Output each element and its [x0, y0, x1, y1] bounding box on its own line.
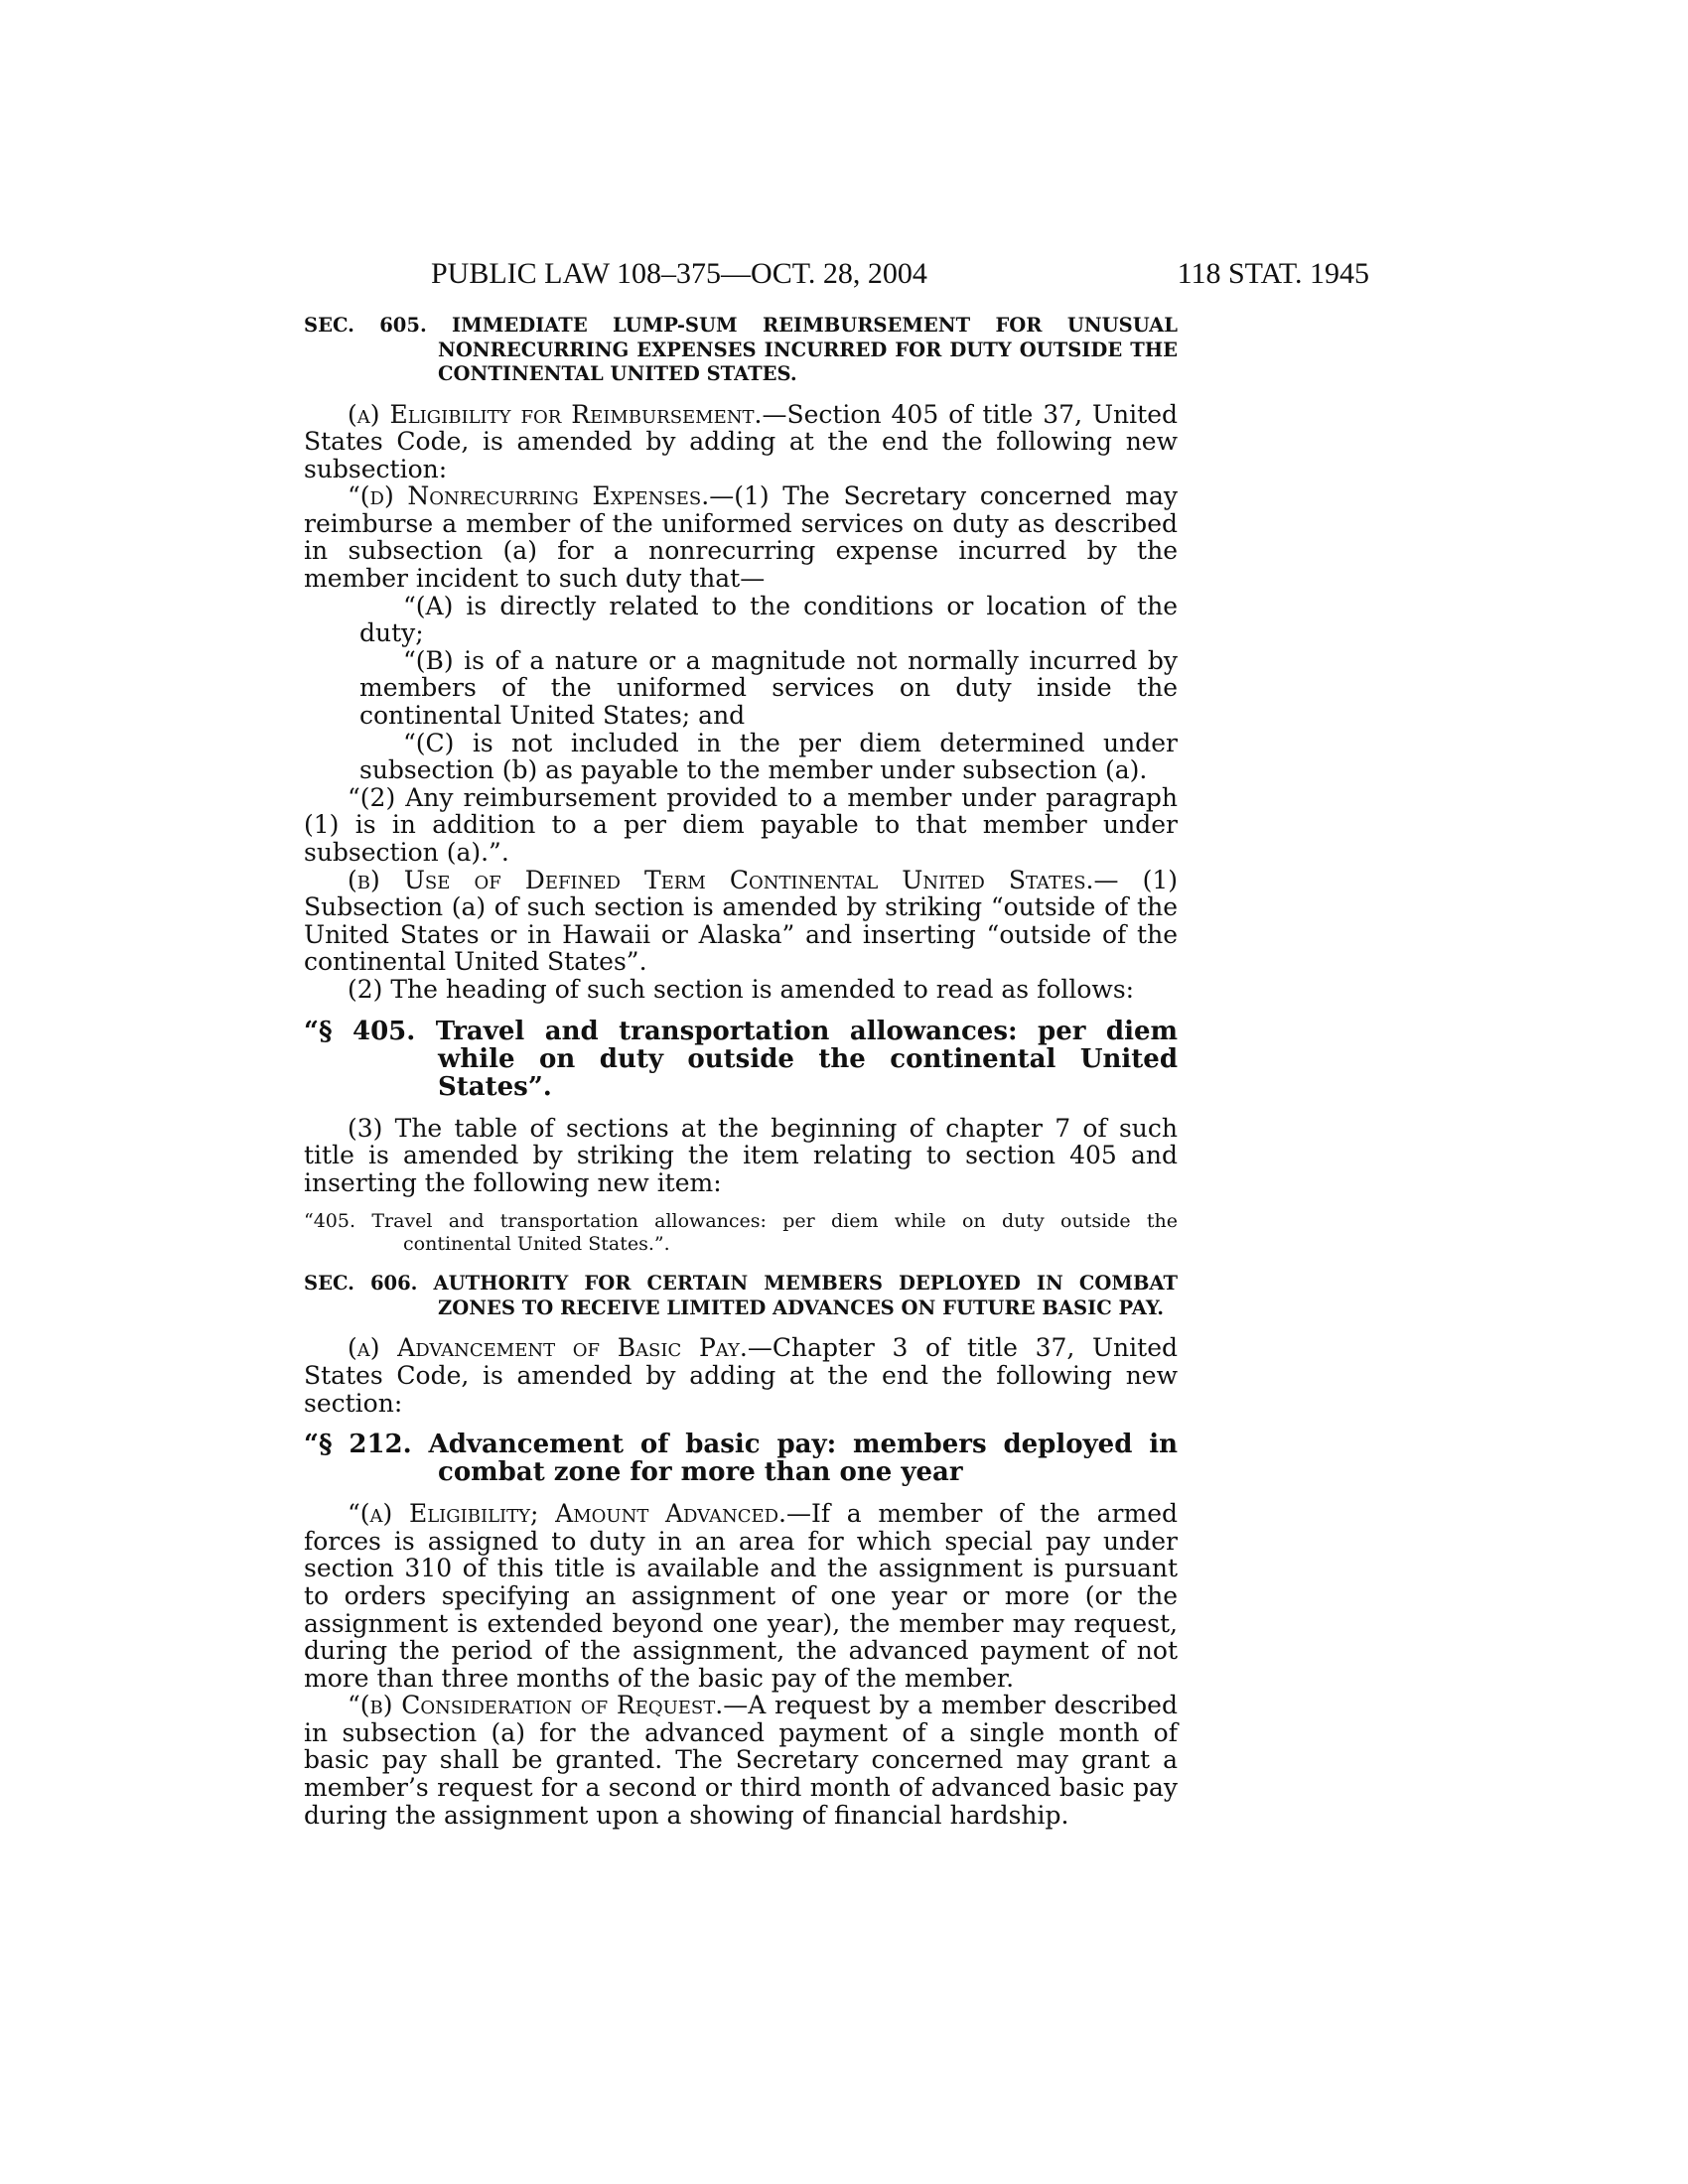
- section-212-title: “§ 212. Advancement of basic pay: members deployed in combat zone for more than one year: [304, 1430, 1178, 1488]
- sec212-a-text: —If a member of the armed forces is assigned to duty in an area for which special pay under section 310 of this title is available and the assignment is pursuant to orders specifying an assignment of one year or more (or the assignment is extended beyond one year), the member may request, during the period of the assignment, the advanced payment of not more than three months of the basic pay of the member.: [304, 1499, 1178, 1693]
- sec605-b-paragraph-3: (3) The table of sections at the beginning of chapter 7 of such title is amended by striking the item relating to section 405 and inserting the following new item:: [304, 1113, 1178, 1197]
- sec605-d-clause-C: “(C) is not included in the per diem determined under subsection (b) as payable to the member under subsection (a).: [359, 728, 1178, 785]
- sec212-subsection-a: [304, 1500, 1178, 1692]
- sec212-b-text: —A request by a member described in subsection (a) for the advanced payment of a single month of basic pay shall be granted. The Secretary concerned may grant a member’s request for a second or third month of advanced basic pay during the assignment upon a showing of financial hardship.: [304, 1691, 1178, 1830]
- page-body: [304, 314, 1178, 1829]
- sec606-a-text: —Chapter 3 of title 37, United States Code, is amended by adding at the end the following new section:: [304, 1333, 1178, 1418]
- sec212-b-caption: “(b) Consideration of Request.: [348, 1691, 724, 1720]
- table-of-sections-item: “405. Travel and transportation allowances: per diem while on duty outside the continental United States.”.: [304, 1210, 1178, 1256]
- sec605-b-caption: (b) Use of Defined Term Continental United States.: [348, 865, 1094, 894]
- sec605-b-text: — (1) Subsection (a) of such section is amended by striking “outside of the United States or in Hawaii or Alaska” and inserting “outside of the continental United States”.: [304, 865, 1178, 977]
- sec605-d-paragraph-2: “(2) Any reimbursement provided to a member under paragraph (1) is in addition to a per diem payable to that member under subsection (a).”.: [304, 782, 1178, 867]
- sec606-subsection-a: [304, 1334, 1178, 1417]
- sec605-d-caption: “(d) Nonrecurring Expenses.: [348, 481, 710, 511]
- sec605-a-text: —Section 405 of title 37, United States Code, is amended by adding at the end the following new subsection:: [304, 399, 1178, 483]
- sec212-a-caption: “(a) Eligibility; Amount Advanced.: [348, 1499, 786, 1529]
- sec605-d-clause-B: “(B) is of a nature or a magnitude not normally incurred by members of the uniformed services on duty inside the continental United States; and: [359, 645, 1178, 731]
- sec605-b-paragraph-2: (2) The heading of such section is amended to read as follows:: [348, 974, 1135, 1004]
- page-header: [431, 254, 1369, 294]
- sec606-a-caption: (a) Advancement of Basic Pay.: [348, 1333, 748, 1363]
- sec605-a-caption: (a) Eligibility for Reimbursement.: [348, 399, 763, 429]
- public-law-citation: PUBLIC LAW 108–375—OCT. 28, 2004: [431, 257, 927, 290]
- sec605-subsection-a: [304, 401, 1178, 483]
- statute-page-number: 118 STAT. 1945: [1177, 257, 1369, 290]
- sec605-subsection-b: [304, 867, 1178, 976]
- section-405-title: “§ 405. Travel and transportation allowances: per diem while on duty outside the continental United States”.: [304, 1016, 1178, 1102]
- sec605-d-text: —(1) The Secretary concerned may reimburse a member of the uniformed services on duty as described in subsection (a) for a nonrecurring expense incurred by the member incident to such duty that—: [304, 481, 1179, 594]
- sec212-subsection-b: [304, 1692, 1178, 1829]
- section-606-heading: SEC. 606. AUTHORITY FOR CERTAIN MEMBERS DEPLOYED IN COMBAT ZONES TO RECEIVE LIMITED ADVANCES ON FUTURE BASIC PAY.: [304, 1272, 1178, 1319]
- sec605-subsection-d: [304, 482, 1178, 592]
- section-605-heading: SEC. 605. IMMEDIATE LUMP-SUM REIMBURSEMENT FOR UNUSUAL NONRECURRING EXPENSES INCURRED FOR DUTY OUTSIDE THE CONTINENTAL UNITED STATES.: [304, 314, 1178, 385]
- sec605-d-clause-A: “(A) is directly related to the conditions or location of the duty;: [359, 591, 1178, 648]
